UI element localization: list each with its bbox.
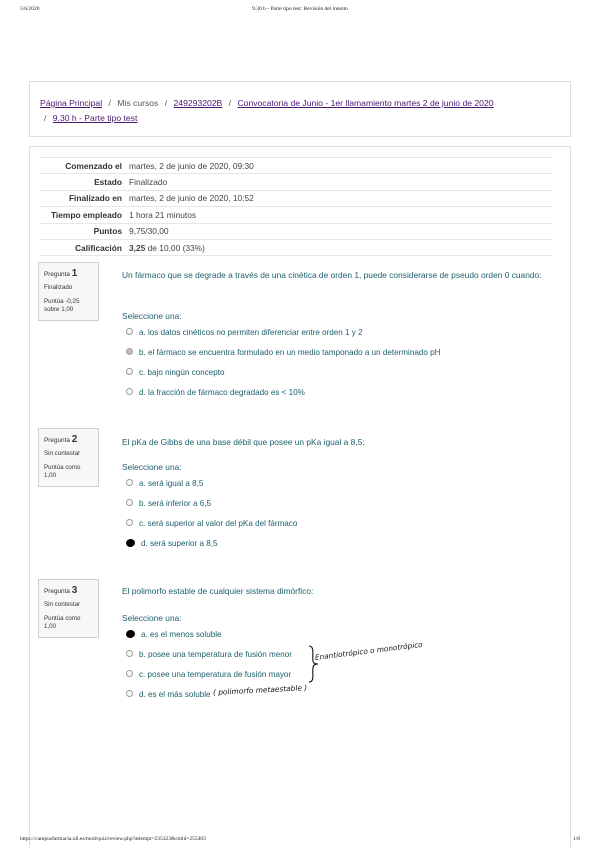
radio-icon[interactable] (126, 368, 133, 375)
quiz-review-panel (29, 146, 571, 848)
summary-label: Tiempo empleado (50, 209, 122, 220)
print-date: 5/6/2020 (20, 6, 40, 12)
summary-row (40, 190, 552, 206)
question-label: Pregunta (44, 437, 70, 444)
question-state: Sin contestar (44, 449, 81, 457)
summary-label: Puntos (93, 226, 122, 237)
summary-value: martes, 2 de junio de 2020, 10:52 (129, 193, 254, 204)
grade-value: 3,25 (129, 242, 146, 253)
question-number: 2 (71, 434, 78, 445)
question-grade: Puntúa como 1,00 (44, 463, 81, 480)
option-text: a. los datos cinéticos no permiten diferenciar entre orden 1 y 2 (139, 328, 363, 337)
radio-selected-icon[interactable] (126, 348, 133, 355)
radio-icon[interactable] (126, 670, 133, 677)
summary-row (40, 207, 552, 223)
option-text: d. es el más soluble (139, 690, 211, 699)
radio-icon[interactable] (126, 519, 133, 526)
summary-value (127, 239, 552, 255)
answer-option[interactable] (126, 348, 440, 357)
answer-option[interactable] (126, 479, 203, 488)
summary-row (40, 158, 552, 174)
attempt-summary-table (40, 157, 552, 256)
radio-icon[interactable] (126, 690, 133, 697)
breadcrumb-home-link[interactable]: Página Principal (40, 98, 103, 108)
answer-option[interactable] (126, 368, 225, 377)
answer-option[interactable] (126, 630, 222, 639)
answer-option[interactable] (126, 670, 291, 679)
question-info-box (38, 579, 99, 638)
summary-value: 1 hora 21 minutos (129, 209, 197, 220)
summary-label: Comenzado el (65, 160, 122, 171)
answer-option[interactable] (126, 539, 217, 548)
breadcrumb-card (29, 81, 571, 137)
option-text: b. posee una temperatura de fusión menor (139, 650, 292, 659)
question-label: Pregunta (44, 271, 70, 278)
question-state: Finalizado (44, 283, 73, 291)
answer-option[interactable] (126, 388, 305, 397)
question-label: Pregunta (44, 588, 70, 595)
answer-option[interactable] (126, 499, 211, 508)
option-text: c. será superior al valor del pKa del fármaco (139, 519, 298, 528)
answer-option[interactable] (126, 690, 211, 699)
answer-option[interactable] (126, 328, 363, 337)
option-text: a. será igual a 8,5 (139, 479, 204, 488)
answer-option[interactable] (126, 519, 297, 528)
breadcrumb-separator: / (228, 98, 232, 108)
breadcrumb-my-courses: Mis cursos (117, 98, 159, 108)
question-info-box (38, 262, 99, 321)
radio-icon[interactable] (126, 388, 133, 395)
summary-value: 9,75/30,00 (129, 226, 169, 237)
handwritten-mark-icon[interactable] (125, 629, 136, 639)
question-text: El pKa de Gibbs de una base débil que posee un pKa igual a 8,5: (122, 437, 365, 447)
summary-row (40, 223, 552, 239)
question-text: El polimorfo estable de cualquier sistema dimórfico: (122, 586, 314, 596)
question-grade: Puntúa -0,25 sobre 1,00 (44, 297, 80, 314)
option-text: d. será superior a 8,5 (141, 539, 218, 548)
breadcrumb-section-link[interactable]: Convocatoria de Junio - 1er llamamiento martes 2 de junio de 2020 (237, 98, 494, 108)
option-text: c. posee una temperatura de fusión mayor (139, 670, 292, 679)
summary-value: Finalizado (129, 177, 168, 188)
breadcrumb-course-link[interactable]: 249293202B (173, 98, 223, 108)
question-state: Sin contestar (44, 600, 81, 608)
question-number: 1 (71, 268, 78, 279)
answer-prompt: Seleccione una: (122, 462, 182, 472)
summary-row (40, 239, 552, 255)
question-text: Un fármaco que se degrade a través de una cinética de orden 1, puede considerarse de pseudo orden 0 cuando: (122, 270, 542, 280)
print-url: https://campusfarmacia.ull.es/mod/quiz/review.php?attempt=235323&cmid=255403 (20, 836, 206, 842)
summary-label: Estado (94, 177, 122, 188)
answer-prompt: Seleccione una: (122, 311, 182, 321)
radio-icon[interactable] (126, 479, 133, 486)
handwritten-mark-icon[interactable] (125, 538, 136, 548)
breadcrumb-quiz-link[interactable]: 9.30 h - Parte tipo test (52, 113, 138, 123)
print-page-number: 1/8 (572, 836, 580, 842)
question-number: 3 (71, 585, 78, 596)
breadcrumb-separator: / (44, 113, 47, 123)
question-grade: Puntúa como 1,00 (44, 614, 81, 631)
handwritten-brace-icon (306, 644, 320, 684)
option-text: a. es el menos soluble (141, 630, 222, 639)
radio-icon[interactable] (126, 499, 133, 506)
option-text: b. el fármaco se encuentra formulado en un medio tamponado a un determinado pH (139, 348, 441, 357)
breadcrumb (40, 96, 560, 126)
handwritten-note: Enantiotrópico o monotrópico (314, 639, 424, 662)
print-title: 9.30 h - Parte tipo test: Revisión del intento (252, 6, 348, 12)
question-info-box (38, 428, 99, 487)
option-text: b. será inferior a 6,5 (139, 499, 211, 508)
breadcrumb-separator: / (108, 98, 111, 108)
radio-icon[interactable] (126, 328, 133, 335)
grade-max: de 10,00 (33%) (145, 242, 205, 253)
answer-prompt: Seleccione una: (122, 613, 182, 623)
summary-label: Finalizado en (68, 193, 122, 204)
option-text: c. bajo ningún concepto (139, 368, 225, 377)
summary-value: martes, 2 de junio de 2020, 09:30 (129, 160, 254, 171)
radio-icon[interactable] (126, 650, 133, 657)
option-text: d. la fracción de fármaco degradado es < 10% (139, 388, 305, 397)
answer-option[interactable] (126, 650, 292, 659)
breadcrumb-separator: / (164, 98, 168, 108)
handwritten-note: ( polimorfo metaestable ) (212, 683, 308, 697)
summary-row (40, 174, 552, 190)
summary-label: Calificación (74, 242, 122, 253)
